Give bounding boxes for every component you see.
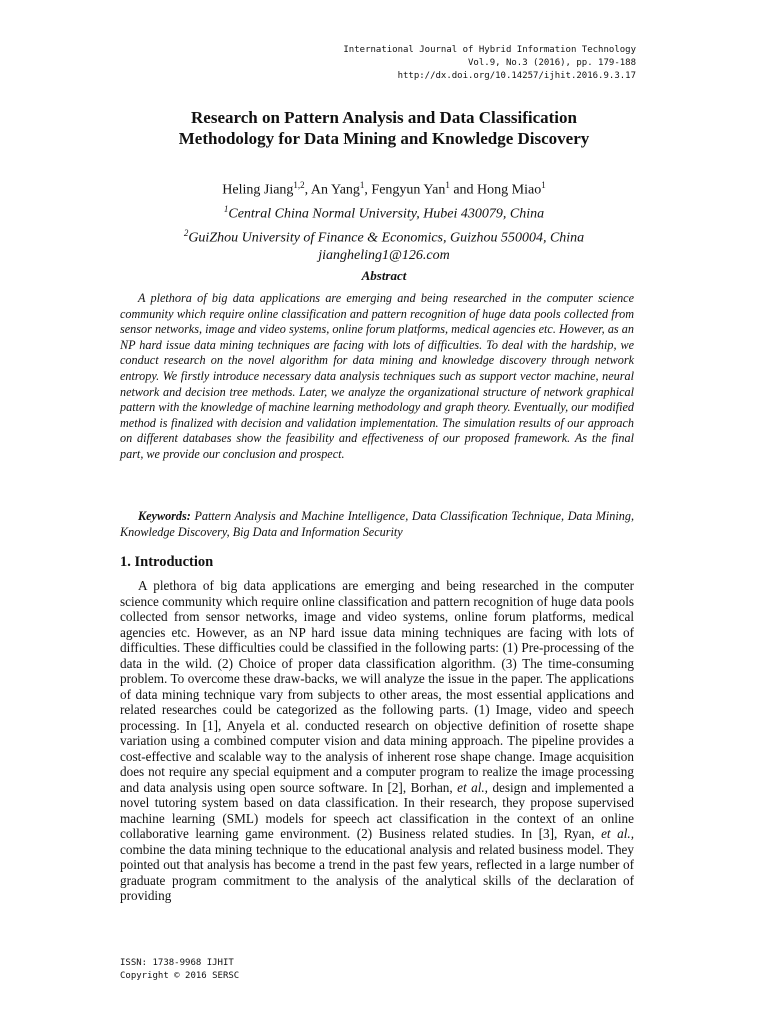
affiliation-text: GuiZhou University of Finance & Economics, Guizhou 550004, China (188, 230, 585, 246)
author-affil-sup: 1 (445, 180, 450, 190)
journal-doi[interactable]: http://dx.doi.org/10.14257/ijhit.2016.9.3.17 (397, 71, 636, 81)
intro-etal: et al., (457, 779, 488, 795)
affiliation-text: Central China Normal University, Hubei 430079, China (228, 206, 545, 222)
abstract-heading: Abstract (361, 268, 407, 283)
keywords-text: Pattern Analysis and Machine Intelligence, Data Classification Technique, Data Mining, Knowledge Discovery, Big Data and Information Security (120, 509, 634, 539)
author-affil-sup: 1,2 (293, 180, 305, 190)
author-name: Heling Jiang (222, 182, 294, 198)
intro-text: design and implemented a novel tutoring system based on data classification. In their research, they propose supervised machine learning (SML) models for speech act classification in the context of an online collaborative learning game environment. (2) Business related studies. In [3], Ryan, (120, 779, 634, 841)
paper-title (0, 107, 768, 149)
journal-name: International Journal of Hybrid Information Technology (343, 45, 636, 55)
affiliation-sup: 1 (223, 204, 229, 214)
affiliation-sup: 2 (183, 227, 189, 238)
intro-text: A plethora of big data applications are emerging and being researched in the computer science community which require online classification and pattern recognition of huge data pools collected from sensor networks, image and video systems, online forum platforms, medical agencies etc. However, as an NP hard issue data mining techniques are facing with lots of difficulties. These difficulties could be classified in the following parts: (1) Pre-processing of the data in the wild. (2) Choice of proper data classification algorithm. (3) The time-consuming problem. To overcome these draw-backs, we will analyze the issue in the paper. The applications of data mining technique vary from subjects to other areas, the most essential applications and related researches could be categorized as the following parts. (1) Image, video and speech processing. In [1], Anyela et al. conducted research on objective definition of rosette shape variation using a combined computer vision and data mining approach. The pipeline provides a cost-effective and scalable way to the analysis of inherent rose shape change. Image acquisition does not require any special equipment and a computer program to realize the image processing and data analysis using open source software. In [2], Borhan, (120, 578, 634, 795)
author-name: Hong Miao (477, 182, 542, 198)
author-name: An Yang (310, 182, 360, 198)
keywords-label: Keywords: (138, 509, 191, 523)
journal-volume: Vol.9, No.3 (2016), pp. 179-188 (468, 58, 636, 68)
issn: ISSN: 1738-9968 IJHIT (120, 958, 234, 968)
copyright: Copyright © 2016 SERSC (120, 971, 240, 981)
abstract-text: A plethora of big data applications are emerging and being researched in the computer science community which require online classification and pattern recognition of huge data pools collected from sensor networks, image and video systems, online forum platforms, medical agencies etc. However, as an NP hard issue data mining techniques are facing with lots of difficulties. To deal with the hardship, we conduct research on the novel algorithm for data mining and knowledge discovery through network entropy. We firstly introduce necessary data analysis techniques such as support vector machine, neural network and decision tree methods. Later, we analyze the organizational structure of network graphical pattern with the knowledge of machine learning methodology and graph theory. Eventually, our modified method is finalized with decision and validation implementation. The simulation results of our approach on different databases show the feasibility and effectiveness of our proposed framework. As the final part, we provide our conclusion and prospect. (120, 291, 634, 461)
page-footer (120, 957, 239, 983)
introduction-paragraph (120, 578, 634, 904)
author-separator: , (364, 182, 372, 198)
journal-header (343, 44, 636, 83)
affiliations (0, 200, 768, 265)
author-affil-sup: 1 (541, 180, 546, 190)
author-email[interactable]: jiangheling1@126.com (318, 248, 450, 264)
author-name: Fengyun Yan (371, 182, 446, 198)
title-line-2: Methodology for Data Mining and Knowledge Discovery (178, 129, 590, 148)
author-separator: , (304, 182, 311, 198)
title-line-1: Research on Pattern Analysis and Data Classification (191, 108, 577, 127)
affiliation-1 (0, 200, 768, 224)
author-separator: and (449, 182, 478, 198)
author-affil-sup: 1 (359, 180, 365, 190)
intro-etal: et al., (601, 826, 634, 841)
intro-text: combine the data mining technique to the educational analysis and related business model. They pointed out that analysis has become a trend in the past few years, reflected in a large number of graduate program commitment to the analysis of the analytical skills of the declaration of providing (120, 841, 634, 903)
affiliation-2 (0, 224, 768, 248)
section-heading-introduction: 1. Introduction (120, 554, 214, 570)
keywords (120, 509, 634, 540)
author-list (0, 176, 768, 200)
